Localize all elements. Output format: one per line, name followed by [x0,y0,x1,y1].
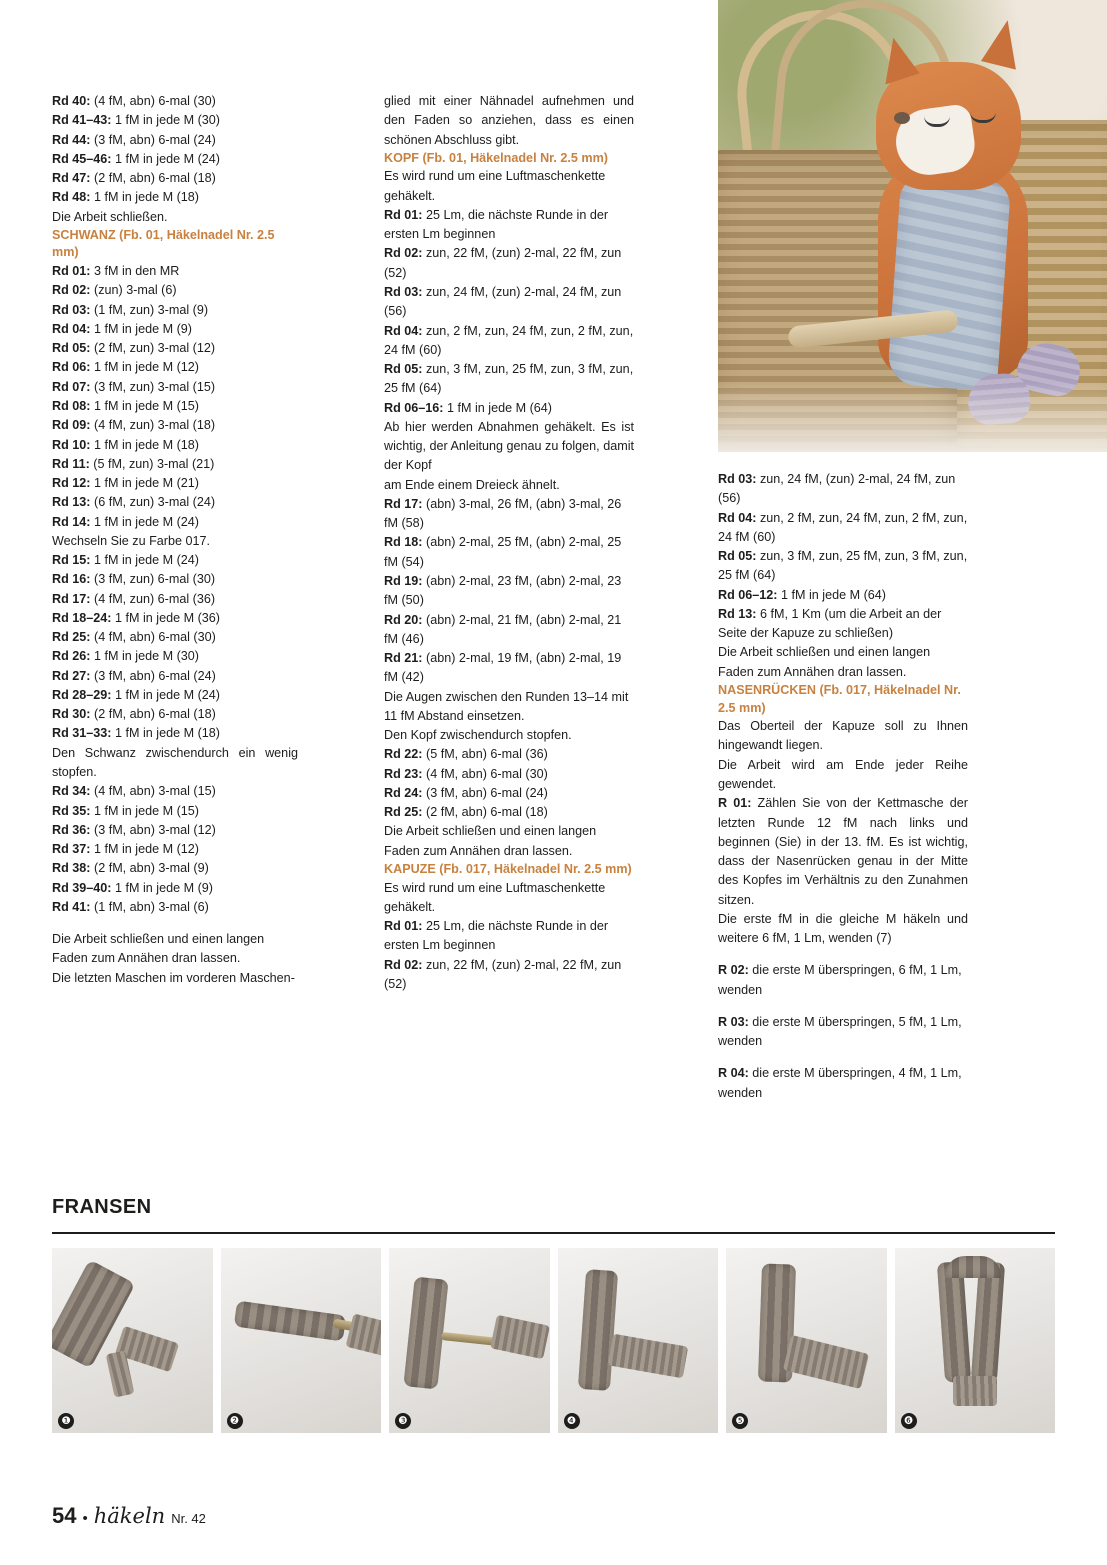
pattern-row [52,281,298,300]
row-text: 1 fM in jede M (24) [111,151,221,166]
row-label: Rd 18: [384,535,423,550]
pattern-row [384,495,634,534]
pattern-note: Es wird rund um eine Luftmaschenkette gehäkelt. [384,880,606,914]
step-number: ❶ [58,1413,74,1429]
row-label: Rd 34: [52,784,91,799]
pattern-row [52,169,298,188]
pattern-note: Ab hier werden Abnahmen gehäkelt. Es ist wichtig, der Anleitung genau zu folgen, damit der Kopf [384,419,634,473]
pattern-row [52,667,298,686]
row-text: (5 fM, zun) 3-mal (21) [89,456,215,471]
row-text: 1 fM in jede M (18) [90,437,199,452]
section-divider [52,1232,1055,1234]
row-label: Rd 02: [384,246,423,261]
pattern-row [52,262,298,281]
spacer [718,948,968,961]
row-label: R 04: [718,1066,749,1081]
row-text: zun, 2 fM, zun, 24 fM, zun, 2 fM, zun, 24 fM (60) [718,510,968,544]
row-label: Rd 41–43: [52,113,112,128]
row-label: Rd 16: [52,572,91,587]
pattern-row [52,92,298,111]
row-label: Rd 47: [52,171,91,186]
pattern-row [52,188,298,207]
row-label: Rd 21: [384,651,423,666]
row-label: Rd 04: [718,510,757,525]
pattern-row [52,397,298,416]
page-number: 54 [52,1503,77,1528]
row-text: (3 fM, abn) 6-mal (24) [422,785,548,800]
row-text: (2 fM, abn) 6-mal (18) [90,707,216,722]
row-text: 1 fM in jede M (30) [90,649,199,664]
step-number: ❺ [732,1413,748,1429]
pattern-row [52,551,298,570]
step-number: ❷ [227,1413,243,1429]
row-text: 1 fM in jede M (64) [777,587,887,602]
row-label: Rd 11: [52,456,90,471]
row-label: Rd 41: [52,899,91,914]
pattern-row [384,956,634,995]
spacer [52,917,298,930]
row-text: 1 fM in jede M (21) [90,476,199,491]
pattern-row [52,378,298,397]
row-label: Rd 28–29: [52,687,112,702]
pattern-row [384,244,634,283]
pattern-row [718,605,968,644]
pattern-row [384,765,634,784]
pattern-note: Den Kopf zwischendurch stopfen. [384,728,572,743]
row-label: Rd 03: [52,302,91,317]
pattern-row [52,513,298,532]
pattern-note: Die Arbeit schließen und einen langen Faden zum Annähen dran lassen. [384,824,597,858]
pattern-row [384,917,634,956]
row-text: (3 fM, abn) 6-mal (24) [90,668,216,683]
row-label: Rd 22: [384,747,423,762]
row-label: Rd 25: [384,805,423,820]
row-label: Rd 10: [52,437,91,452]
row-label: Rd 20: [384,612,423,627]
page-footer [52,1503,206,1529]
row-label: Rd 01: [384,207,423,222]
pattern-row [52,647,298,666]
pattern-note: Die Arbeit wird am Ende jeder Reihe gewendet. [718,757,968,791]
row-label: R 01: [718,796,752,811]
row-text: 1 fM in jede M (64) [443,400,553,415]
row-text: zun, 3 fM, zun, 25 fM, zun, 3 fM, zun, 25 fM (64) [718,549,968,583]
row-text: (2 fM, zun) 3-mal (12) [90,341,216,356]
row-text: (zun) 3-mal (6) [90,283,177,298]
row-text: zun, 2 fM, zun, 24 fM, zun, 2 fM, zun, 24 fM (60) [384,323,634,357]
section-heading-kopf: KOPF (Fb. 01, Häkelnadel Nr. 2.5 mm) [384,150,608,165]
pattern-row [52,705,298,724]
pattern-row [52,898,298,917]
row-label: Rd 24: [384,785,423,800]
fox-scarf [887,174,1011,391]
row-label: Rd 37: [52,842,91,857]
row-text: 1 fM in jede M (24) [90,553,199,568]
pattern-row [384,745,634,764]
row-label: Rd 08: [52,398,91,413]
pattern-row [52,859,298,878]
row-text: 1 fM in jede M (24) [111,687,221,702]
row-label: Rd 01: [384,919,423,934]
pattern-row [384,784,634,803]
pattern-note: Die Arbeit schließen und einen langen Faden zum Annähen dran lassen. [52,932,265,966]
row-label: Rd 02: [52,283,91,298]
row-text: (4 fM, abn) 6-mal (30) [90,94,216,108]
row-text: 1 fM in jede M (15) [90,398,199,413]
text-column-2 [384,92,634,994]
row-label: Rd 13: [718,606,757,621]
row-label: R 03: [718,1014,749,1029]
pattern-row [52,782,298,801]
pattern-row [52,474,298,493]
row-text: (3 fM, zun) 6-mal (30) [90,572,216,587]
row-label: Rd 03: [718,472,757,486]
magazine-brand: häkeln [93,1504,166,1528]
row-text: (2 fM, abn) 6-mal (18) [90,171,216,186]
row-label: Rd 27: [52,668,91,683]
pattern-row [52,879,298,898]
row-text: (4 fM, zun) 6-mal (36) [90,591,216,606]
spacer [718,1000,968,1013]
row-text: zun, 3 fM, zun, 25 fM, zun, 3 fM, zun, 25 fM (64) [384,362,634,396]
row-label: Rd 48: [52,190,91,205]
row-text: (abn) 2-mal, 19 fM, (abn) 2-mal, 19 fM (42) [384,651,622,685]
step-number: ❻ [901,1413,917,1429]
pattern-row [52,802,298,821]
pattern-row [52,570,298,589]
pattern-row [384,206,634,245]
pattern-row [718,1013,968,1052]
pattern-row [718,586,968,605]
row-text: 1 fM in jede M (9) [90,321,192,336]
row-text: (4 fM, zun) 3-mal (18) [90,418,216,433]
pattern-row [718,547,968,586]
section-heading-kapuze: KAPUZE (Fb. 017, Häkelnadel Nr. 2.5 mm) [384,861,632,876]
row-label: Rd 09: [52,418,91,433]
row-text: zun, 24 fM, (zun) 2-mal, 24 fM, zun (56) [384,285,622,319]
row-label: Rd 39–40: [52,880,112,895]
pattern-row [52,840,298,859]
row-text: 3 fM in den MR [90,264,180,279]
pattern-note: Es wird rund um eine Luftmaschenkette gehäkelt. [384,169,606,203]
pattern-row [52,724,298,743]
fransen-step-gallery [52,1248,1055,1433]
pattern-row [718,1064,968,1103]
row-text: (1 fM, zun) 3-mal (9) [90,302,209,317]
fransen-step-4 [558,1248,719,1433]
pattern-row [52,590,298,609]
fransen-step-1 [52,1248,213,1433]
step-number: ❸ [395,1413,411,1429]
row-label: Rd 38: [52,861,91,876]
row-text: (abn) 3-mal, 26 fM, (abn) 3-mal, 26 fM (58) [384,496,622,531]
row-text: (4 fM, abn) 6-mal (30) [90,630,216,645]
pattern-row [52,301,298,320]
fur-rug [718,382,1107,452]
row-text: (6 fM, zun) 3-mal (24) [90,495,216,510]
row-text: 1 fM in jede M (18) [111,726,221,741]
row-text: 1 fM in jede M (30) [111,113,221,128]
row-text: 1 fM in jede M (9) [111,880,213,895]
step-number: ❹ [564,1413,580,1429]
row-text: zun, 22 fM, (zun) 2-mal, 22 fM, zun (52) [384,957,622,991]
hero-photo [718,0,1107,452]
row-label: Rd 26: [52,649,91,664]
pattern-row [52,358,298,377]
footer-separator: • [82,1510,88,1527]
pattern-note: Die Arbeit schließen. [52,209,168,224]
row-label: Rd 18–24: [52,610,112,625]
pattern-row [384,322,634,361]
row-text: 1 fM in jede M (15) [90,803,199,818]
row-label: R 02: [718,963,749,978]
row-text: (5 fM, abn) 6-mal (36) [422,747,548,762]
row-label: Rd 07: [52,379,91,394]
pattern-note: Die letzten Maschen im vorderen Maschen- [52,970,295,985]
pattern-row [52,111,298,130]
text-column-1 [52,92,298,988]
row-text: (abn) 2-mal, 23 fM, (abn) 2-mal, 23 fM (50) [384,574,622,608]
pattern-row [52,821,298,840]
fransen-step-5 [726,1248,887,1433]
fransen-step-2 [221,1248,382,1433]
section-heading-schwanz: SCHWANZ (Fb. 01, Häkelnadel Nr. 2.5 mm) [52,227,275,260]
row-text: (abn) 2-mal, 25 fM, (abn) 2-mal, 25 fM (54) [384,535,622,569]
pattern-row [718,509,968,548]
row-text: (2 fM, abn) 3-mal (9) [90,861,209,876]
pattern-row [384,611,634,650]
spacer [718,1051,968,1064]
pattern-note: Die Arbeit schließen und einen langen Faden zum Annähen dran lassen. [718,645,931,679]
pattern-note: Wechseln Sie zu Farbe 017. [52,533,210,548]
row-text: (4 fM, abn) 6-mal (30) [422,766,548,781]
row-text: zun, 24 fM, (zun) 2-mal, 24 fM, zun (56) [718,472,956,506]
row-label: Rd 45–46: [52,151,112,166]
row-label: Rd 06–16: [384,400,444,415]
row-label: Rd 02: [384,957,423,972]
pattern-note: Den Schwanz zwischendurch ein wenig stopfen. [52,745,298,780]
fox-nose [894,112,910,124]
pattern-row [52,131,298,150]
section-heading-nasenruecken: NASENRÜCKEN (Fb. 017, Häkelnadel Nr. 2.5 mm) [718,682,961,715]
pattern-row [52,416,298,435]
fransen-section-title: FRANSEN [52,1196,152,1218]
pattern-row [52,609,298,628]
row-text: 6 fM, 1 Km (um die Arbeit an der Seite der Kapuze zu schließen) [718,606,942,641]
pattern-note: Die erste fM in die gleiche M häkeln und weitere 6 fM, 1 Lm, wenden (7) [718,911,968,946]
row-label: Rd 03: [384,285,423,300]
row-text: 1 fM in jede M (12) [90,360,199,375]
row-label: Rd 04: [384,323,423,338]
row-text: die erste M überspringen, 5 fM, 1 Lm, wenden [718,1014,962,1049]
row-text: die erste M überspringen, 4 fM, 1 Lm, wenden [718,1066,962,1100]
fransen-step-6 [895,1248,1056,1433]
pattern-row [384,533,634,572]
row-label: Rd 04: [52,321,91,336]
row-text: 25 Lm, die nächste Runde in der ersten Lm beginnen [384,919,609,953]
row-text: (3 fM, abn) 3-mal (12) [90,822,216,837]
row-label: Rd 36: [52,822,91,837]
row-text: (3 fM, zun) 3-mal (15) [90,379,216,394]
row-label: Rd 06: [52,360,91,375]
fringe-strands [953,1376,997,1406]
text-column-3 [718,470,968,1103]
row-label: Rd 23: [384,766,423,781]
row-text: 1 fM in jede M (12) [90,842,199,857]
row-label: Rd 13: [52,495,91,510]
pattern-row [52,686,298,705]
row-label: Rd 17: [384,496,423,511]
row-label: Rd 06–12: [718,587,778,602]
row-text: (abn) 2-mal, 21 fM, (abn) 2-mal, 21 fM (46) [384,612,622,646]
fransen-step-3 [389,1248,550,1433]
pattern-row [384,283,634,322]
row-text: (2 fM, abn) 6-mal (18) [422,805,548,820]
issue-number: Nr. 42 [171,1511,206,1526]
pattern-row [52,320,298,339]
pattern-row [718,961,968,1000]
row-label: Rd 44: [52,132,91,147]
pattern-note: glied mit einer Nähnadel aufnehmen und den Faden so anziehen, dass es einen schönen Abschluss gibt. [384,94,634,147]
pattern-row [384,572,634,611]
pattern-note: am Ende einem Dreieck ähnelt. [384,477,560,492]
row-label: Rd 05: [718,549,757,564]
row-label: Rd 25: [52,630,91,645]
row-text: Zählen Sie von der Kettmasche der letzten Runde 12 fM nach links und beginnen (Sie) in der 13. fM. Es ist wichtig, dass der Nasenrücken genau in der Mitte des Kopfes im Verhältnis zu den Zunahmen sitzen. [718,796,969,907]
row-label: Rd 31–33: [52,726,112,741]
pattern-row [52,339,298,358]
row-text: 1 fM in jede M (36) [111,610,221,625]
pattern-row [384,649,634,688]
pattern-row [384,803,634,822]
row-label: Rd 05: [52,341,91,356]
row-label: Rd 40: [52,94,91,108]
row-label: Rd 15: [52,553,91,568]
row-text: (3 fM, abn) 6-mal (24) [90,132,216,147]
row-label: Rd 01: [52,264,91,279]
pattern-row [718,470,968,509]
scarf-loop [945,1256,1001,1278]
row-label: Rd 19: [384,574,423,588]
row-text: 1 fM in jede M (24) [90,514,199,529]
pattern-row [52,628,298,647]
row-label: Rd 05: [384,362,423,377]
pattern-row [52,455,298,474]
row-label: Rd 14: [52,514,91,529]
pattern-row [52,436,298,455]
row-label: Rd 17: [52,591,91,606]
pattern-row [52,493,298,512]
row-label: Rd 30: [52,707,91,722]
row-label: Rd 35: [52,803,91,818]
row-text: (4 fM, abn) 3-mal (15) [90,784,216,799]
pattern-row [384,399,634,418]
pattern-row [52,150,298,169]
pattern-note: Das Oberteil der Kapuze soll zu Ihnen hingewandt liegen. [718,719,968,753]
row-label: Rd 12: [52,476,91,491]
pattern-note: Die Augen zwischen den Runden 13–14 mit 11 fM Abstand einsetzen. [384,689,629,723]
row-text: zun, 22 fM, (zun) 2-mal, 22 fM, zun (52) [384,246,622,280]
pattern-row [718,794,968,910]
row-text: 25 Lm, die nächste Runde in der ersten Lm beginnen [384,207,609,242]
row-text: die erste M überspringen, 6 fM, 1 Lm, wenden [718,963,962,997]
row-text: 1 fM in jede M (18) [90,190,199,205]
pattern-row [384,360,634,399]
row-text: (1 fM, abn) 3-mal (6) [90,899,209,914]
